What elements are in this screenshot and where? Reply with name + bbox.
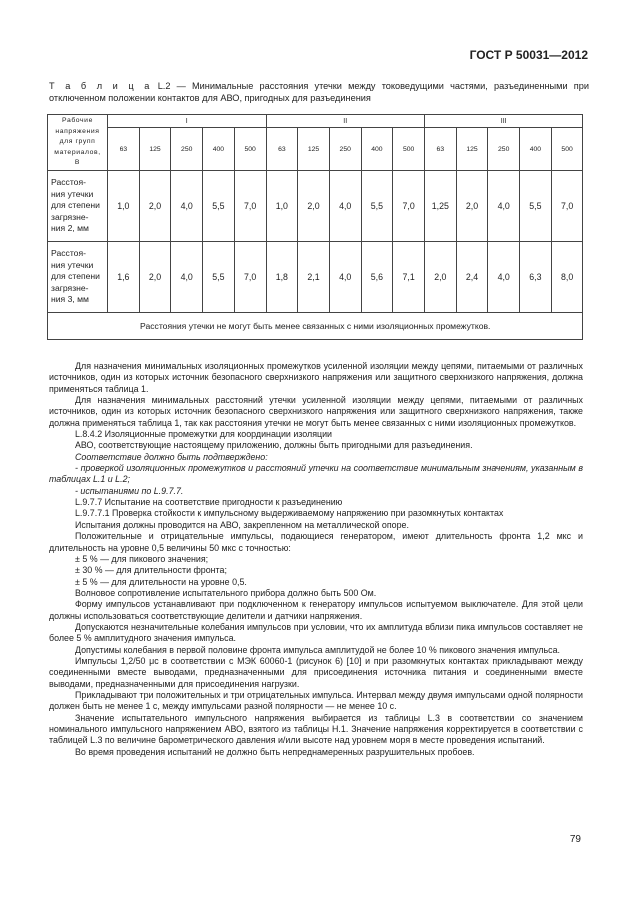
table-cell: 2,0: [139, 171, 171, 242]
table-note: Расстояния утечки не могут быть менее связанных с ними изоляционных промежутков.: [48, 313, 583, 340]
table-header-row-voltages: [48, 128, 583, 171]
table-cell: 5,6: [361, 242, 393, 313]
table-cell: 8,0: [551, 242, 583, 313]
row-label-line: Расстоя-: [51, 177, 86, 188]
row-label-line: для степени: [51, 271, 100, 282]
paragraph: ± 30 % — для длительности фронта;: [75, 565, 227, 576]
row-label-line: для степени: [51, 200, 100, 211]
table-cell: 7,0: [234, 171, 266, 242]
row-label: [48, 242, 108, 313]
table-cell: 5,5: [203, 171, 235, 242]
document-body: [49, 361, 583, 758]
table-cell: 2,1: [298, 242, 330, 313]
paragraph: ± 5 % — для пикового значения;: [75, 553, 209, 564]
paragraph: Значение испытательного импульсного напряжения выбирается из таблицы L.3 в соответствии со значением номинального импульсного напряжением АВО, взятого из таблицы Н.1. Значение напряжения корректируется в соответствии с таблицей L.3 по величине барометрического давления и/или высоте над уровнем моря в месте проведения испытаний.: [49, 712, 583, 746]
table-cell: 1,0: [266, 171, 298, 242]
row-label-line: ния утечки: [51, 259, 94, 270]
row-label-line: загрязне-: [51, 211, 89, 222]
table-cell: 5,5: [361, 171, 393, 242]
table-cell: 4,0: [488, 242, 520, 313]
table-cell: 1,0: [108, 171, 140, 242]
voltage-header: 250: [488, 128, 520, 171]
header-label-line: материалов,: [54, 148, 101, 156]
table-caption: [49, 80, 589, 104]
paragraph: Допускаются незначительные колебания импульсов при условии, что их амплитуда вблизи пика импульсов составляет не более 5 % амплитудного значения импульса.: [49, 621, 583, 644]
creepage-table: [47, 114, 583, 340]
row-label-line: Расстоя-: [51, 248, 86, 259]
paragraph: Волновое сопротивление испытательного прибора должно быть 500 Ом.: [75, 587, 377, 598]
voltage-header: 400: [203, 128, 235, 171]
paragraph: ± 5 % — для длительности на уровне 0,5.: [75, 576, 247, 587]
table-header-label: [48, 115, 108, 171]
voltage-header: 500: [234, 128, 266, 171]
voltage-header: 63: [266, 128, 298, 171]
row-label: [48, 171, 108, 242]
table-cell: 4,0: [171, 171, 203, 242]
table-cell: 6,3: [520, 242, 552, 313]
table-header-row-groups: [48, 115, 583, 128]
voltage-header: 125: [456, 128, 488, 171]
voltage-header: 500: [393, 128, 425, 171]
group-header: I: [108, 115, 267, 128]
page-number: 79: [569, 834, 581, 845]
table-cell: 7,1: [393, 242, 425, 313]
voltage-header: 125: [298, 128, 330, 171]
voltage-header: 125: [139, 128, 171, 171]
paragraph: Допустимы колебания в первой половине фронта импульса амплитудой не более 10 % пикового значения импульса.: [75, 644, 561, 655]
table-cell: 4,0: [329, 171, 361, 242]
header-label-line: для групп: [59, 138, 96, 146]
table-caption-lead: Т а б л и ц а: [49, 81, 152, 91]
header-label-line: В: [74, 159, 81, 167]
table-cell: 2,0: [298, 171, 330, 242]
paragraph: L.9.7.7.1 Проверка стойкости к импульсному выдерживаемому напряжению при разомкнутых контактах: [75, 508, 504, 519]
table-cell: 2,0: [424, 242, 456, 313]
paragraph: Прикладывают три положительных и три отрицательных импульса. Интервал между двумя импульсами одной полярности должен быть не менее 1 с, между импульсами разной полярности — не менее 10 с.: [49, 689, 583, 712]
paragraph: Положительные и отрицательные импульсы, подающиеся генератором, имеют длительность фронта 1,2 мкс и длительность на уровне 0,5 величины 50 мкс с точностью:: [49, 531, 583, 553]
table-cell: 2,4: [456, 242, 488, 313]
paragraph: АВО, соответствующие настоящему приложению, должны быть пригодными для разъединения.: [75, 440, 473, 451]
table-row: [48, 171, 583, 242]
table-cell: 4,0: [329, 242, 361, 313]
table-cell: 4,0: [171, 242, 203, 313]
table-note-row: [48, 313, 583, 340]
paragraph: - испытаниями по L.9.7.7.: [75, 485, 184, 496]
row-label-line: загрязне-: [51, 282, 89, 293]
row-label-line: ния утечки: [51, 188, 94, 199]
paragraph: Испытания должны проводится на АВО, закрепленном на металлической опоре.: [75, 519, 409, 530]
table-cell: 7,0: [234, 242, 266, 313]
table-cell: 2,0: [139, 242, 171, 313]
voltage-header: 63: [424, 128, 456, 171]
table-cell: 5,5: [520, 171, 552, 242]
voltage-header: 500: [551, 128, 583, 171]
paragraph: Форму импульсов устанавливают при подключенном к генератору импульсов испытуемом выключателе. Для этой цели должны использоваться соответствующие делители и датчики напряжения.: [49, 599, 583, 621]
table-caption-text: L.2 — Минимальные расстояния утечки между токоведущими частями, разъединенными при отключенном положении контактов для АВО, пригодных для разъединения: [49, 81, 590, 103]
voltage-header: 400: [361, 128, 393, 171]
paragraph: - проверкой изоляционных промежутков и расстояний утечки на соответствие минимальным значениям, указанным в таблицах L.1 и L.2;: [49, 463, 583, 485]
table-cell: 4,0: [488, 171, 520, 242]
paragraph: Для назначения минимальных изоляционных промежутков усиленной изоляции между цепями, питаемыми от различных источников, один из которых источник безопасного сверхнизкого напряжения или защитного сверхнизкого напряжения, должна применяться таблица 1.: [49, 361, 583, 394]
paragraph: L.9.7.7 Испытание на соответствие пригодности к разъединению: [75, 497, 343, 508]
header-label-line: Рабочие: [62, 117, 93, 125]
voltage-header: 63: [108, 128, 140, 171]
paragraph: Соответствие должно быть подтверждено:: [75, 451, 268, 462]
standard-designation: ГОСТ Р 50031—2012: [469, 48, 588, 62]
paragraph: L.8.4.2 Изоляционные промежутки для координации изоляции: [75, 429, 333, 440]
row-label-line: ния 2, мм: [51, 223, 89, 234]
paragraph: Для назначения минимальных расстояний утечки усиленной изоляции между цепями, питаемыми от различных источников, один из которых источник безопасного сверхнизкого напряжения или защитного сверхнизкого напряжения, также должна применяться таблица 1, так как расстояния утечки не могут быть менее связанных с ними изоляционных промежутков.: [49, 395, 583, 428]
table-cell: 1,25: [424, 171, 456, 242]
table-cell: 5,5: [203, 242, 235, 313]
voltage-header: 400: [520, 128, 552, 171]
table-cell: 7,0: [551, 171, 583, 242]
table-cell: 1,6: [108, 242, 140, 313]
row-label-line: ния 3, мм: [51, 294, 89, 305]
table-row: [48, 242, 583, 313]
table-cell: 1,8: [266, 242, 298, 313]
paragraph: Во время проведения испытаний не должно быть непреднамеренных разрушительных пробоев.: [75, 746, 475, 757]
table-cell: 2,0: [456, 171, 488, 242]
group-header: II: [266, 115, 424, 128]
group-header: III: [424, 115, 582, 128]
paragraph: Импульсы 1,2/50 μc в соответствии с МЭК 60060-1 (рисунок 6) [10] и при разомкнутых контактах прикладывают между соединенными вместе выводами, предназначенными для присоединения источника питания и соединенными вместе выводами, предназначенными для присоединения нагрузки.: [49, 655, 583, 689]
voltage-header: 250: [329, 128, 361, 171]
table-cell: 7,0: [393, 171, 425, 242]
header-label-line: напряжения: [55, 127, 100, 135]
voltage-header: 250: [171, 128, 203, 171]
